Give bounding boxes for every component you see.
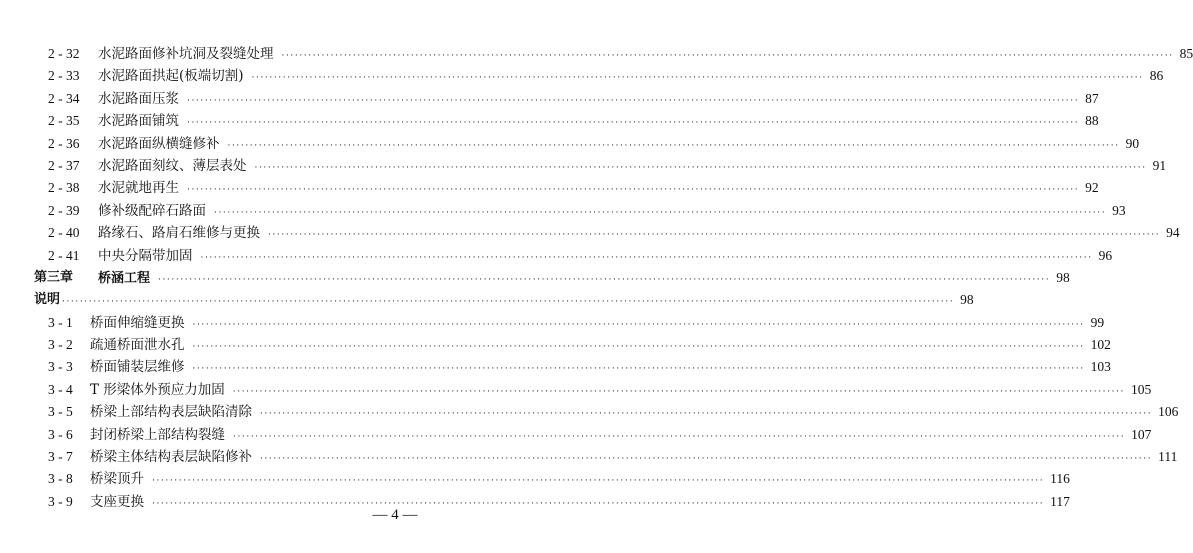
entry-page: 98 [960,292,974,308]
entry-number: 2 - 32 [48,46,80,61]
entry-title: 桥梁主体结构表层缺陷修补 [90,449,252,466]
toc-entry [34,334,1111,356]
dot-leader: ········································································································································································································ [214,207,1107,218]
toc-entry [34,88,1099,110]
entry-number: 2 - 37 [48,157,80,173]
entry-page: 106 [1158,404,1179,420]
entry-page: 117 [1050,493,1070,509]
entry-page: 99 [1090,314,1105,330]
dot-leader: ········································································································································································································ [187,185,1080,196]
dot-leader: ········································································································································································································ [192,319,1085,330]
entry-title: 桥梁顶升 [90,471,144,488]
entry-number: 2 - 41 [48,247,80,263]
entry-title: 桥面铺装层维修 [90,359,185,376]
page-footer [0,507,790,524]
toc-entry [34,177,1099,199]
entry-page: 90 [1125,135,1140,151]
entry-page: 85 [1179,46,1193,61]
dot-leader: ········································································································································································································ [251,73,1144,84]
page-number-label: — 4 — [372,507,418,523]
entry-number: 3 - 2 [48,337,73,353]
entry-page: 107 [1131,426,1152,442]
toc-chapter-heading [34,267,1070,289]
entry-title: 桥面伸缩缝更换 [90,314,185,331]
entry-number: 2 - 39 [48,202,80,218]
entry-number: 2 - 40 [48,225,80,241]
entry-title: 疏通桥面泄水孔 [90,337,185,354]
toc-entry [34,446,1178,468]
chapter-number: 第三章 [34,269,74,285]
notes-label: 说明 [34,292,61,308]
toc-entry [34,424,1152,446]
dot-leader: ········································································································································································································ [152,476,1045,487]
entry-page: 102 [1090,337,1111,353]
entry-page: 87 [1085,90,1099,106]
entry-number: 3 - 7 [48,449,73,465]
dot-leader: ········································································································································································································ [192,364,1085,375]
entry-title: 支座更换 [90,493,144,510]
dot-leader: ········································································································································································································ [254,162,1147,173]
toc-notes-heading [34,289,974,311]
entry-page: 116 [1050,471,1070,487]
dot-leader: ········································································································································································································ [233,431,1126,442]
dot-leader: ········································································································································································································ [62,297,955,308]
entry-title: 桥梁上部结构表层缺陷清除 [90,404,252,421]
entry-title: 水泥路面修补坑洞及裂缝处理 [98,46,274,62]
dot-leader: ········································································································································································································ [192,342,1085,353]
entry-number: 3 - 3 [48,359,73,375]
dot-leader: ········································································································································································································ [260,454,1153,465]
entry-number: 2 - 34 [48,90,80,106]
toc-entry [34,222,1180,244]
entry-page: 105 [1130,381,1152,397]
dot-leader: ········································································································································································································ [227,140,1120,151]
dot-leader: ········································································································································································································ [260,409,1153,420]
toc-entry [34,133,1140,155]
dot-leader: ········································································································································································································ [232,386,1125,397]
entry-title: 修补级配碎石路面 [98,202,206,219]
entry-number: 2 - 33 [48,68,80,84]
entry-title: 水泥就地再生 [98,180,179,197]
entry-number: 2 - 36 [48,135,80,151]
entry-number: 2 - 35 [48,113,80,129]
dot-leader: ········································································································································································································ [268,230,1161,241]
toc-entry [34,110,1099,132]
entry-number: 3 - 9 [48,493,73,509]
chapter-title: 桥涵工程 [98,270,151,286]
toc-entry [34,379,1152,401]
entry-page: 88 [1085,113,1099,129]
dot-leader: ········································································································································································································ [200,252,1093,263]
toc-entry [34,356,1111,378]
dot-leader: ········································································································································································································ [281,51,1174,61]
entry-page: 91 [1152,157,1167,173]
entry-title: 水泥路面刻纹、薄层表处 [98,157,247,174]
toc-entry [34,200,1126,222]
entry-page: 94 [1166,225,1180,241]
entry-number: 3 - 6 [48,426,73,442]
dot-leader: ········································································································································································································ [152,498,1045,509]
entry-title: 封闭桥梁上部结构裂缝 [90,426,225,443]
entry-number: 3 - 1 [48,314,73,330]
table-of-contents [34,43,1193,513]
dot-leader: ········································································································································································································ [187,95,1080,106]
toc-entry [34,155,1167,177]
entry-page: 96 [1098,247,1113,263]
toc-entry [34,245,1113,267]
entry-number: 3 - 8 [48,471,73,487]
entry-number: 2 - 38 [48,180,80,196]
toc-entry [34,312,1105,334]
entry-page: 98 [1056,269,1070,285]
entry-page: 86 [1149,68,1164,84]
entry-page: 93 [1112,202,1126,218]
entry-title: 路缘石、路肩石维修与更换 [98,225,260,242]
entry-title: 水泥路面拱起(板端切割) [98,68,244,85]
entry-title: 水泥路面铺筑 [98,113,179,130]
entry-page: 111 [1158,449,1178,465]
dot-leader: ········································································································································································································ [158,274,1051,285]
entry-page: 92 [1085,180,1099,196]
entry-title: T 形梁体外预应力加固 [90,381,225,398]
entry-number: 3 - 4 [48,381,73,397]
toc-entry [34,401,1179,423]
dot-leader: ········································································································································································································ [187,118,1080,129]
entry-page: 103 [1090,359,1111,375]
entry-title: 水泥路面纵横缝修补 [98,135,220,152]
toc-entry [34,468,1070,490]
toc-entry [34,43,1193,65]
toc-entry [34,65,1164,87]
entry-title: 中央分隔带加固 [98,247,193,264]
entry-number: 3 - 5 [48,404,73,420]
entry-title: 水泥路面压浆 [98,90,179,107]
